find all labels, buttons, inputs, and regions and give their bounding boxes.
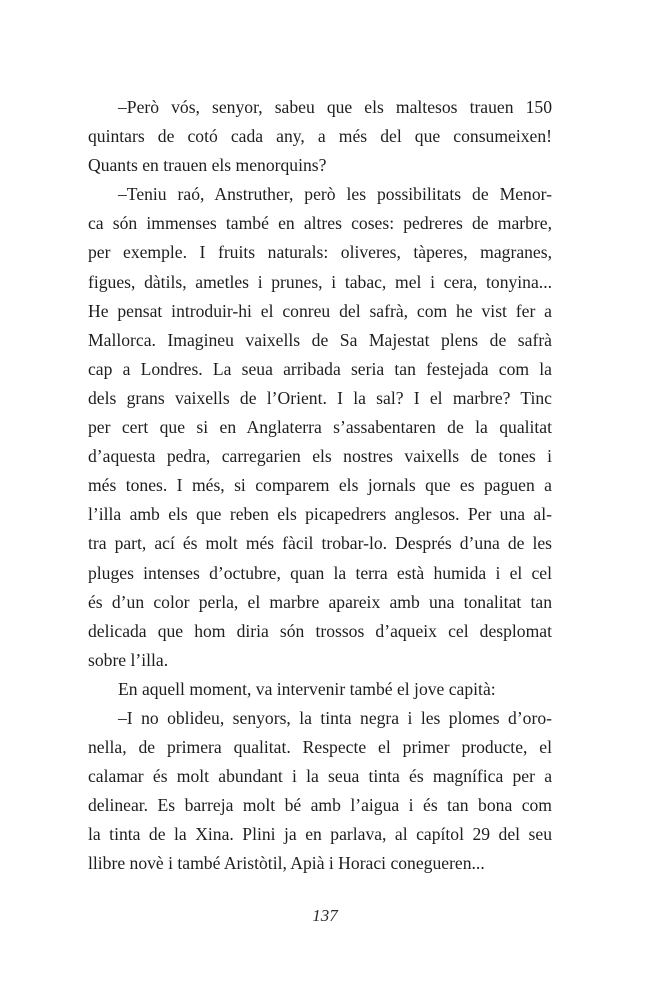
text-line: tra part, ací és molt més fàcil trobar-lo. Després d’una de les (88, 533, 552, 554)
text-line: figues, dàtils, ametles i prunes, i tabac, mel i cera, tonyina... (88, 271, 552, 292)
text-line: és d’un color perla, el marbre apareix amb una tonalitat tan (88, 591, 552, 612)
text-line: llibre novè i també Aristòtil, Apià i Horaci conegueren... (88, 853, 485, 874)
paragraph (88, 180, 552, 675)
text-line: quintars de cotó cada any, a més del que consumeixen! (88, 126, 552, 147)
text-line: l’illa amb els que reben els picapedrers anglesos. Per una al- (88, 504, 552, 525)
text-line: ca són immenses també en altres coses: pedreres de marbre, (88, 213, 552, 234)
text-line: pluges intenses d’octubre, quan la terra està humida i el cel (88, 562, 552, 583)
paragraph (88, 93, 552, 180)
text-line: sobre l’illa. (88, 649, 169, 670)
text-line: Mallorca. Imagineu vaixells de Sa Majestat plens de safrà (88, 329, 552, 350)
text-line: Quants en trauen els menorquins? (88, 155, 327, 176)
text-line: per exemple. I fruits naturals: oliveres, tàperes, magranes, (88, 242, 552, 263)
text-line: –I no oblideu, senyors, la tinta negra i les plomes d’oro- (118, 707, 552, 728)
paragraph (88, 675, 552, 704)
text-line: cap a Londres. La seua arribada seria tan festejada com la (88, 358, 552, 379)
text-line: la tinta de la Xina. Plini ja en parlava, al capítol 29 del seu (88, 824, 552, 845)
text-line: –Teniu raó, Anstruther, però les possibilitats de Menor- (118, 184, 552, 205)
text-line: calamar és molt abundant i la seua tinta és magnífica per a (88, 766, 552, 787)
paragraph (88, 704, 552, 879)
text-line: dels grans vaixells de l’Orient. I la sal? I el marbre? Tinc (88, 387, 552, 408)
page-number: 137 (312, 906, 338, 925)
text-line: més tones. I més, si comparem els jornals que es paguen a (88, 475, 552, 496)
text-line: per cert que si en Anglaterra s’assabentaren de la qualitat (88, 417, 552, 438)
text-line: –Però vós, senyor, sabeu que els maltesos trauen 150 (118, 97, 552, 117)
text-line: En aquell moment, va intervenir també el jove capità: (118, 678, 496, 699)
text-line: delinear. Es barreja molt bé amb l’aigua i és tan bona com (88, 795, 552, 816)
text-line: d’aquesta pedra, carregarien els nostres vaixells de tones i (88, 446, 552, 467)
text-line: He pensat introduir-hi el conreu del safrà, com he vist fer a (88, 300, 552, 321)
text-line: delicada que hom diria són trossos d’aqueix cel desplomat (88, 620, 552, 641)
body-text (88, 93, 552, 879)
text-line: nella, de primera qualitat. Respecte el primer producte, el (88, 737, 552, 758)
